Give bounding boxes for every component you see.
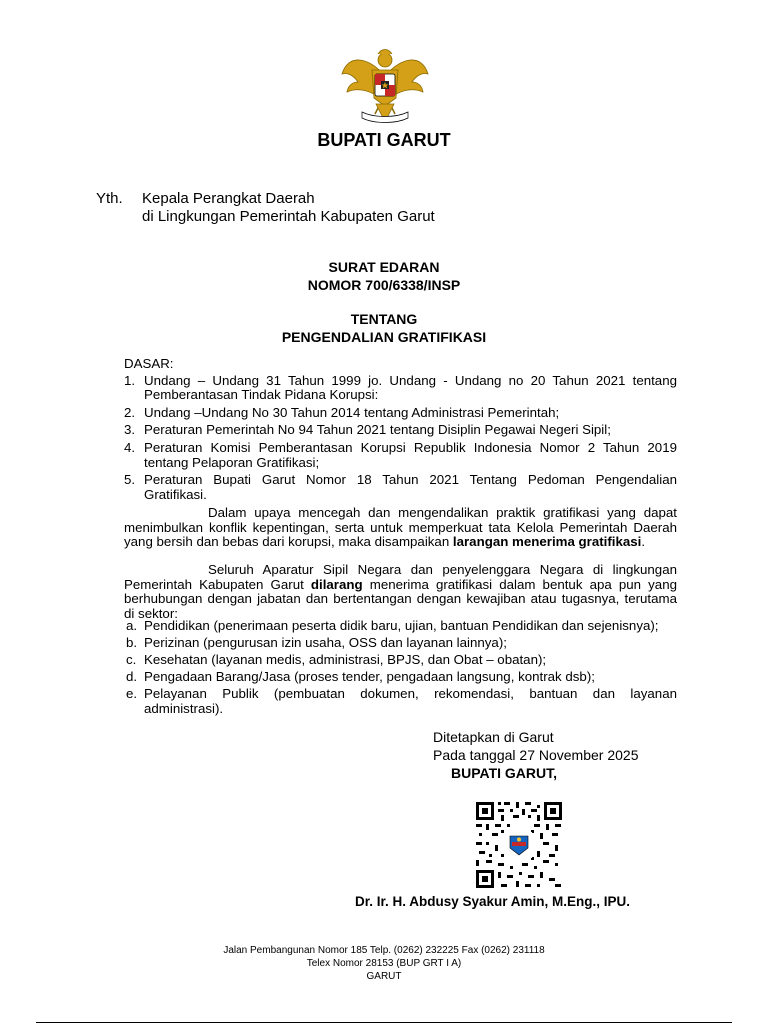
sektor-item <box>124 652 677 667</box>
footer-city: GARUT <box>366 971 402 982</box>
sektor-item-letter: d. <box>126 669 138 684</box>
dasar-heading: DASAR: <box>124 356 174 371</box>
sektor-item <box>124 686 677 716</box>
paragraph-prohibition <box>124 563 677 621</box>
document-subject <box>0 310 768 346</box>
page-title: BUPATI GARUT <box>317 130 451 150</box>
sektor-item-text: Perizinan (pengurusan izin usaha, OSS dan layanan lainnya); <box>144 635 507 650</box>
sektor-item-letter: a. <box>126 618 138 633</box>
dasar-item <box>124 473 677 502</box>
footer-address: Jalan Pembangunan Nomor 185 Telp. (0262) 232225 Fax (0262) 231118 <box>223 945 545 956</box>
dasar-section <box>124 357 677 505</box>
sektor-item-text: Pengadaan Barang/Jasa (proses tender, pengadaan langsung, kontrak dsb); <box>144 669 595 684</box>
paragraph-intro-emphasis: larangan menerima gratifikasi <box>452 534 642 550</box>
dasar-item <box>124 423 677 438</box>
dasar-item <box>124 374 677 403</box>
footer-telex: Telex Nomor 28153 (BUP GRT I A) <box>306 958 462 969</box>
sektor-item-letter: e. <box>126 686 138 701</box>
paragraph-prohibition-before: Seluruh Aparatur Sipil Negara dan penyelenggara Negara di lingkungan Pemerintah Kabupaten Garut <box>124 562 677 592</box>
paragraph-prohibition-emphasis: dilarang <box>310 576 363 592</box>
signature-office: BUPATI GARUT, <box>451 765 558 781</box>
dasar-item-text: Peraturan Bupati Garut Nomor 18 Tahun 2021 Tentang Pedoman Pengendalian Gratifikasi. <box>144 472 677 502</box>
bottom-divider <box>36 1022 732 1023</box>
paragraph-prohibition-after: menerima gratifikasi dalam bentuk apa pun yang berhubungan dengan jabatan dan bertentangan dengan kewajiban atau tugasnya, terutama di sektor: <box>124 576 677 621</box>
sektor-item <box>124 635 677 650</box>
sektor-item-text: Pelayanan Publik (pembuatan dokumen, rekomendasi, bantuan dan layanan administrasi). <box>144 686 677 716</box>
dasar-item-number: 3. <box>124 422 136 438</box>
sektor-item-text: Pendidikan (penerimaan peserta didik baru, ujian, bantuan Pendidikan dan sejenisnya); <box>144 618 659 633</box>
sektor-item <box>124 669 677 684</box>
dasar-item-number: 2. <box>124 404 136 420</box>
sektor-item-letter: b. <box>126 635 138 650</box>
dasar-item-text: Peraturan Pemerintah No 94 Tahun 2021 tentang Disiplin Pegawai Negeri Sipil; <box>144 422 611 438</box>
dasar-item-number: 4. <box>124 439 136 455</box>
signature-date: Pada tanggal 27 November 2025 <box>433 747 639 763</box>
garuda-emblem-icon <box>338 46 432 128</box>
addressee-label: Yth. <box>96 190 123 207</box>
paragraph-intro-end: . <box>641 534 646 550</box>
dasar-item-text: Undang – Undang 31 Tahun 1999 jo. Undang - Undang no 20 Tahun 2021 tentang Pemberantasan Tindak Pidana Korupsi: <box>144 372 677 403</box>
sektor-item <box>124 618 677 633</box>
sektor-item-text: Kesehatan (layanan medis, administrasi, BPJS, dan Obat – obatan); <box>144 652 547 667</box>
letterhead-footer <box>0 944 768 983</box>
document-type: SURAT EDARAN <box>328 259 440 275</box>
paragraph-intro <box>124 506 677 550</box>
signer-name: Dr. Ir. H. Abdusy Syakur Amin, M.Eng., IPU. <box>355 894 631 909</box>
dasar-item <box>124 406 677 421</box>
sektor-list <box>124 618 677 718</box>
qr-code-icon <box>474 800 564 890</box>
document-number: NOMOR 700/6338/INSP <box>307 277 461 293</box>
document-header <box>0 258 768 294</box>
document-about: TENTANG <box>350 311 418 327</box>
addressee-line-1: Kepala Perangkat Daerah <box>142 190 315 207</box>
document-subject-title: PENGENDALIAN GRATIFIKASI <box>281 329 487 345</box>
dasar-item-text: Undang –Undang No 30 Tahun 2014 tentang Administrasi Pemerintah; <box>144 404 560 420</box>
paragraph-intro-text: Dalam upaya mencegah dan mengendalikan praktik gratifikasi yang dapat menimbulkan konflik kepentingan, serta untuk memperkuat tata Kelola Pemerintah Daerah yang bersih dan bebas dari korupsi, maka disampaikan <box>124 505 677 550</box>
dasar-item-number: 1. <box>124 372 136 388</box>
dasar-item-number: 5. <box>124 472 136 488</box>
dasar-item-text: Peraturan Komisi Pemberantasan Korupsi Republik Indonesia Nomor 2 Tahun 2019 tentang Pelaporan Gratifikasi; <box>144 439 677 470</box>
dasar-item <box>124 441 677 470</box>
sektor-item-letter: c. <box>126 652 137 667</box>
addressee-line-2: di Lingkungan Pemerintah Kabupaten Garut <box>142 208 435 225</box>
signature-place: Ditetapkan di Garut <box>433 729 554 745</box>
